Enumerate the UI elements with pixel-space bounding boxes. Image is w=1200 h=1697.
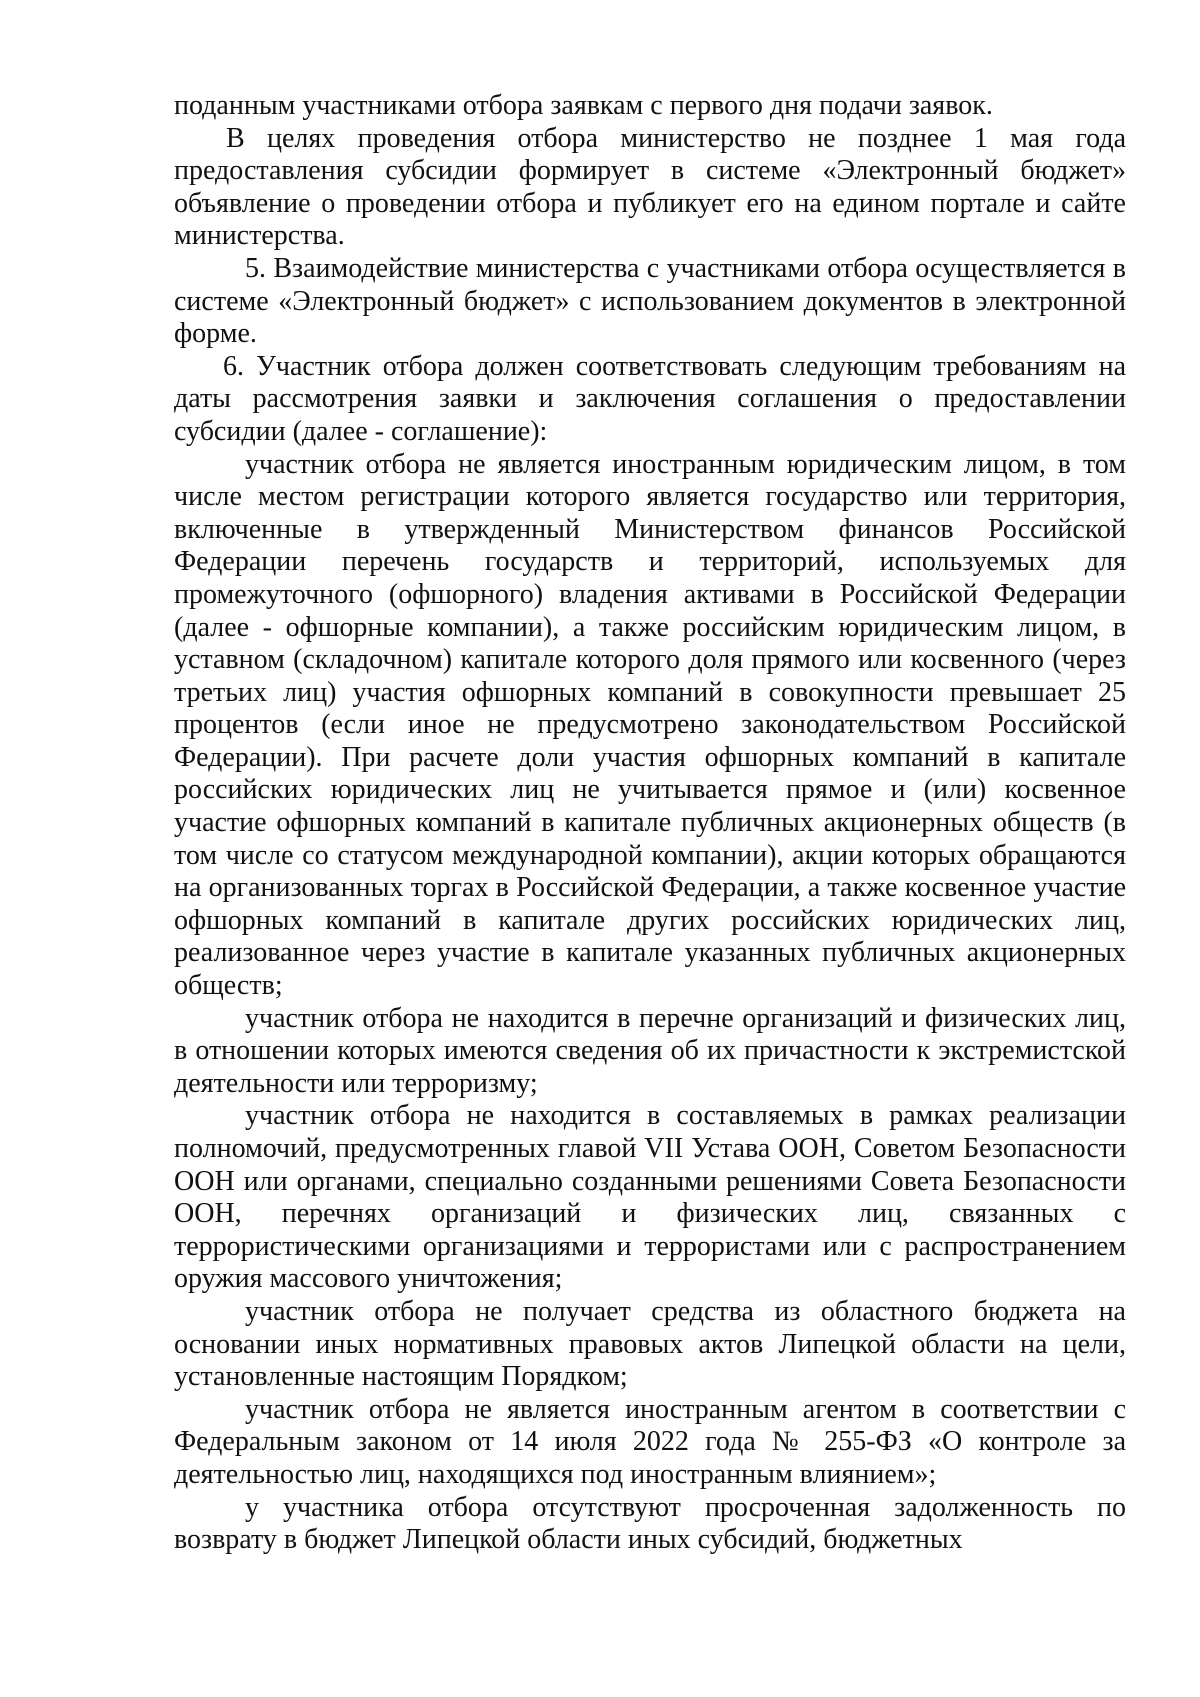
paragraph-8: участник отбора не получает средства из областного бюджета на основании иных нормативных правовых актов Липецкой области на цели, установленные настоящим Порядком; bbox=[174, 1295, 1126, 1393]
paragraph-1: поданным участниками отбора заявкам с первого дня подачи заявок. bbox=[174, 90, 993, 121]
paragraph-2: В целях проведения отбора министерство не позднее 1 мая года предоставления субсидии формирует в системе «Электронный бюджет» объявление о проведении отбора и публикует его на едином портале и сайте министерства. bbox=[174, 122, 1126, 252]
paragraph-4: 6. Участник отбора должен соответствовать следующим требованиям на даты рассмотрения заявки и заключения соглашения о предоставлении субсидии (далее - соглашение): bbox=[174, 350, 1126, 447]
document-page bbox=[174, 90, 1126, 1557]
paragraph-6: участник отбора не находится в перечне организаций и физических лиц, в отношении которых имеются сведения об их причастности к экстремистской деятельности или терроризму; bbox=[174, 1002, 1126, 1099]
paragraph-5: участник отбора не является иностранным юридическим лицом, в том числе местом регистрации которого является государство или территория, включенные в утвержденный Министерством финансов Российской Федерации перечень государств и территорий, используемых для промежуточного (офшорного) владения активами в Российской Федерации (далее - офшорные компании), а также российским юридическим лицом, в уставном (складочном) капитале которого доля прямого или косвенного (через третьих лиц) участия офшорных компаний в совокупности превышает 25 процентов (если иное не предусмотрено законодательством Российской Федерации). При расчете доли участия офшорных компаний в капитале российских юридических лиц не учитывается прямое и (или) косвенное участие офшорных компаний в капитале публичных акционерных обществ (в том числе со статусом международной компании), акции которых обращаются на организованных торгах в Российской Федерации, а также косвенное участие офшорных компаний в капитале других российских юридических лиц, реализованное через участие в капитале указанных публичных акционерных обществ; bbox=[174, 448, 1126, 1002]
paragraph-10: у участника отбора отсутствуют просроченная задолженность по возврату в бюджет Липецкой области иных субсидий, бюджетных bbox=[174, 1491, 1126, 1556]
paragraph-7: участник отбора не находится в составляемых в рамках реализации полномочий, предусмотренных главой VII Устава ООН, Советом Безопасности ООН или органами, специально созданными решениями Совета Безопасности ООН, перечнях организаций и физических лиц, связанных с террористическими организациями и террористами или с распространением оружия массового уничтожения; bbox=[174, 1100, 1126, 1295]
paragraph-9: участник отбора не является иностранным агентом в соответствии с Федеральным законом от 14 июля 2022 года № 255-ФЗ «О контроле за деятельностью лиц, находящихся под иностранным влиянием»; bbox=[174, 1393, 1126, 1490]
paragraph-3: 5. Взаимодействие министерства с участниками отбора осуществляется в системе «Электронный бюджет» с использованием документов в электронной форме. bbox=[174, 252, 1126, 350]
